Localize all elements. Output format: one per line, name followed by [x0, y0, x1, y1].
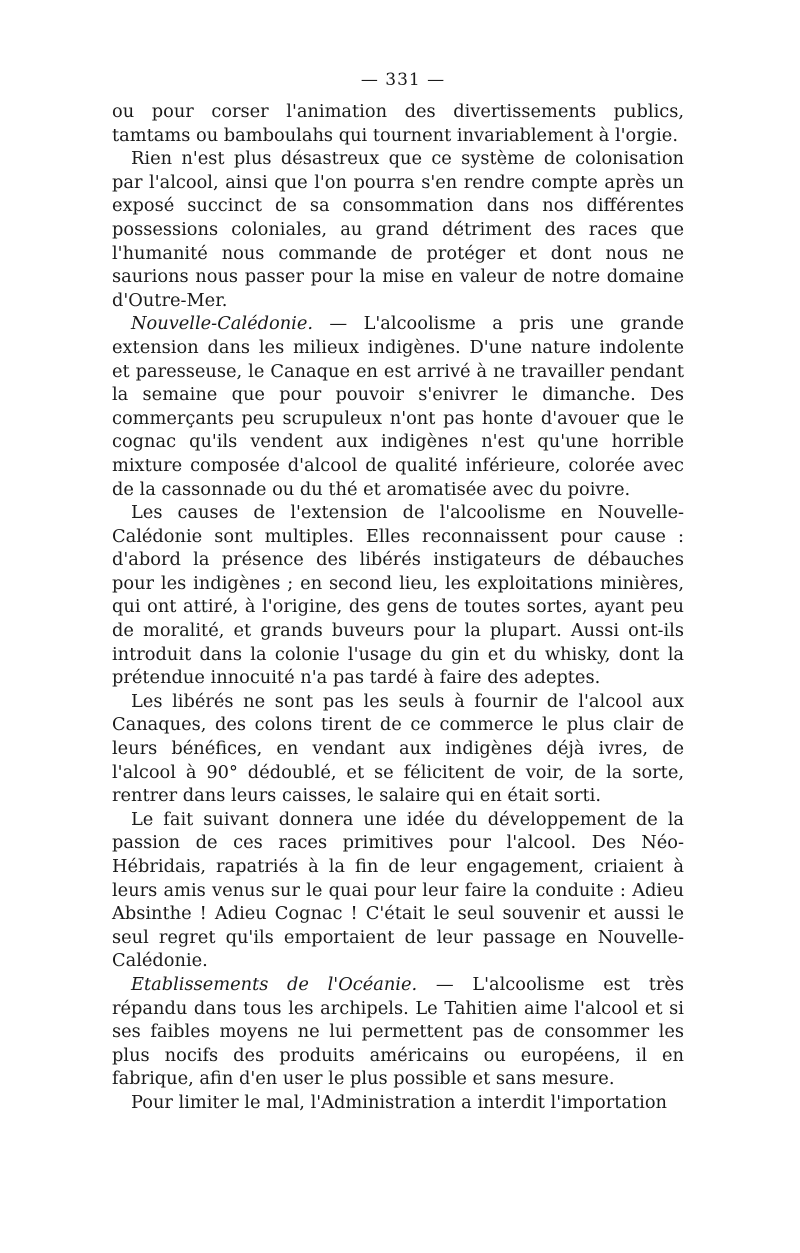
- paragraph: [112, 1091, 684, 1115]
- paragraph: [112, 973, 684, 1091]
- paragraph: [112, 690, 684, 808]
- section-heading: Etablissements de l'Océanie.: [131, 973, 418, 995]
- paragraph-text: — L'alcoolisme est très répandu dans tous les archipels. Le Tahitien aime l'alcool et si ses faibles moyens ne lui permettent pas de consommer les plus nocifs des produits américains ou européens, il en fabrique, afin d'en user le plus possible et sans mesure.: [112, 973, 685, 1090]
- paragraph: [112, 147, 684, 312]
- paragraph: [112, 312, 684, 501]
- paragraph-text: Le fait suivant donnera une idée du développement de la passion de ces races primitives pour l'alcool. Des Néo-Hébridais, rapatriés à la fin de leur engagement, criaient à leurs amis venus sur le quai pour leur faire la conduite : Adieu Absinthe ! Adieu Cognac ! C'était le seul souvenir et aussi le seul regret qu'ils emportaient de leur passage en Nouvelle-Calédonie.: [112, 808, 684, 972]
- book-page: [112, 70, 684, 1115]
- paragraph: [112, 808, 684, 973]
- paragraph-text: ou pour corser l'animation des divertissements publics, tamtams ou bamboulahs qui tournent invariablement à l'orgie.: [112, 101, 684, 146]
- paragraph: [112, 501, 684, 690]
- section-heading: Nouvelle-Calédonie.: [131, 313, 314, 335]
- paragraph: [112, 100, 684, 147]
- body-text: [112, 100, 684, 1115]
- page-number: — 331 —: [360, 70, 446, 90]
- paragraph-text: — L'alcoolisme a pris une grande extension dans les milieux indigènes. D'une nature indolente et paresseuse, le Canaque en est arrivé à ne travailler pendant la semaine que pour pouvoir s'enivrer le dimanche. Des commerçants peu scrupuleux n'ont pas honte d'avouer que le cognac qu'ils vendent aux indigènes n'est qu'une horrible mixture composée d'alcool de qualité inférieure, colorée avec de la cassonnade ou du thé et aromatisée avec du poivre.: [112, 313, 684, 500]
- paragraph-text: Rien n'est plus désastreux que ce système de colonisation par l'alcool, ainsi que l'on pourra s'en rendre compte après un exposé succinct de sa consommation dans nos différentes possessions coloniales, au grand détriment des races que l'humanité nous commande de protéger et dont nous ne saurions nous passer pour la mise en valeur de notre domaine d'Outre-Mer.: [112, 148, 684, 311]
- paragraph-text: Les causes de l'extension de l'alcoolisme en Nouvelle-Calédonie sont multiples. Elles reconnaissent pour cause : d'abord la présence des libérés instigateurs de débauches pour les indigènes ; en second lieu, les exploitations minières, qui ont attiré, à l'origine, des gens de toutes sortes, ayant peu de moralité, et grands buveurs pour la plupart. Aussi ont-ils introduit dans la colonie l'usage du gin et du whisky, dont la prétendue innocuité n'a pas tardé à faire des adeptes.: [112, 502, 684, 689]
- paragraph-text: Les libérés ne sont pas les seuls à fournir de l'alcool aux Canaques, des colons tirent de ce commerce le plus clair de leurs bénéfices, en vendant aux indigènes déjà ivres, de l'alcool à 90° dédoublé, et se félicitent de voir, de la sorte, rentrer dans leurs caisses, le salaire qui en était sorti.: [112, 690, 684, 807]
- paragraph-text: Pour limiter le mal, l'Administration a interdit l'importation: [131, 1091, 667, 1113]
